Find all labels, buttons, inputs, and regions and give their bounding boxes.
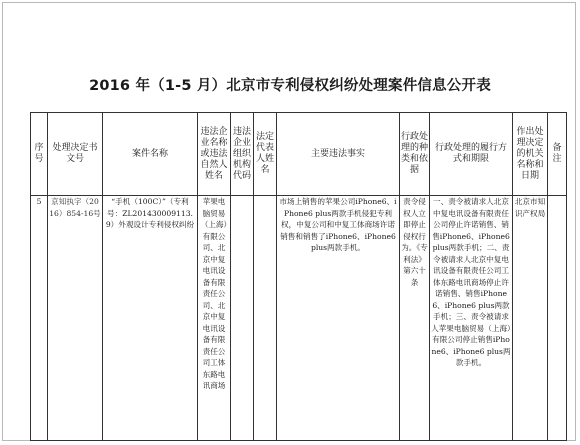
header-cell-offender: 违法企业名称或违法自然人姓名 xyxy=(198,113,231,196)
table-header-row xyxy=(31,113,567,196)
header-cell-index: 序号 xyxy=(31,113,48,196)
header-cell-remark: 备注 xyxy=(548,113,567,196)
cell-doc-no: 京知执字（2016）854-16号 xyxy=(48,196,103,441)
cell-index: 5 xyxy=(31,196,48,441)
header-cell-legal-rep: 法定代表人姓名 xyxy=(254,113,277,196)
cell-action-type: 责令侵权人立即停止侵权行为。《专利法》第六十条 xyxy=(400,196,430,441)
header-cell-doc-no: 处理决定书文号 xyxy=(48,113,103,196)
cell-org-code xyxy=(231,196,254,441)
page-title: 2016 年（1-5 月）北京市专利侵权纠纷处理案件信息公开表 xyxy=(89,78,491,94)
header-cell-org-code: 违法企业组织机构代码 xyxy=(231,113,254,196)
cell-facts: 市场上销售的苹果公司iPhone6、iPhone6 plus两款手机侵犯专利权，中复公司和中复工体商场许诺销售和销售了iPhone6、iPhone6 plus两款手机。 xyxy=(277,196,400,441)
header-cell-case-name: 案件名称 xyxy=(103,113,198,196)
header-cell-fulfillment: 行政处理的履行方式和期限 xyxy=(430,113,513,196)
header-cell-action-type: 行政处理的种类和依据 xyxy=(400,113,430,196)
cell-case-name: “手机（100C）”（专利号：ZL201430009113.9）外观设计专利侵权纠纷 xyxy=(103,196,198,441)
cell-fulfillment: 一、责令被请求人北京中复电讯设备有限责任公司停止许诺销售、销售iPhone6、iPhone6 plus两款手机；二、责令被请求人北京中复电讯设备有限责任公司工体东路电讯商场停止许诺销售、销售iPhone6、iPhone6 plus两款手机；三、责令被请求人苹果电脑贸易（上海）有限公司停止销售iPhone6、iPhone6 plus两款手机。 xyxy=(430,196,513,441)
header-cell-authority: 作出处理决定的机关名称和日期 xyxy=(513,113,548,196)
cell-authority: 北京市知识产权局 xyxy=(513,196,548,441)
cell-offender: 苹果电脑贸易（上海）有限公司、北京中复电讯设备有限责任公司、北京中复电讯设备有限责任公司工体东路电讯商场 xyxy=(198,196,231,441)
cell-remark xyxy=(548,196,567,441)
case-info-table xyxy=(30,112,567,441)
table-row xyxy=(31,196,567,441)
cell-legal-rep xyxy=(254,196,277,441)
header-cell-facts: 主要违法事实 xyxy=(277,113,400,196)
